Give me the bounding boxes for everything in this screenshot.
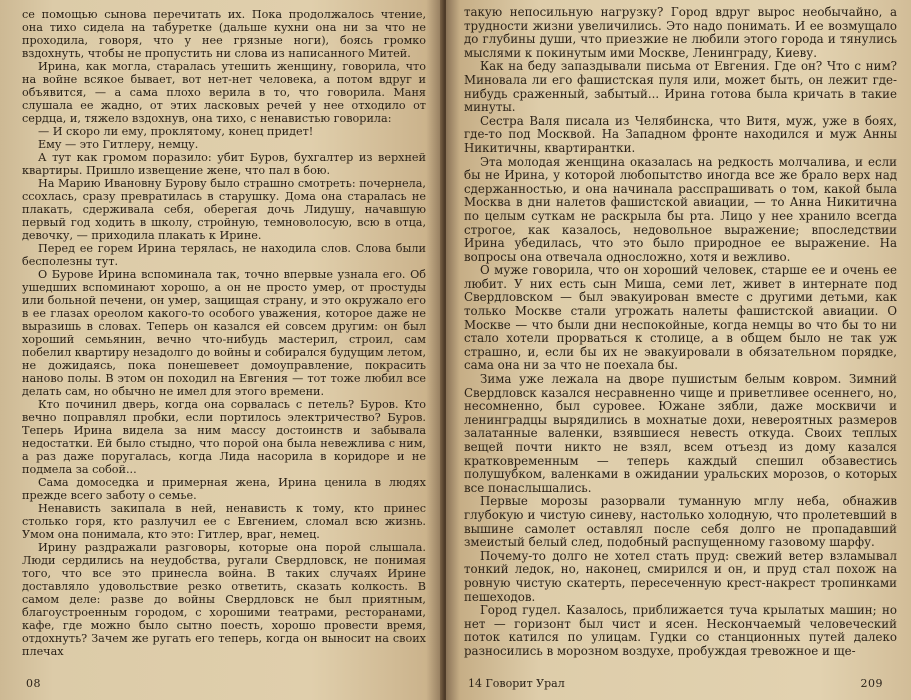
right-page [446, 0, 911, 700]
paragraph: Ему — это Гитлеру, немцу. [38, 138, 199, 151]
paragraph: се помощью сынова перечитать их. Пока продолжалось чтение, она тихо сидела на табуретке (дальше кухни она ни за что не проходила, говоря, что у нее грязные ноги), боясь громко вздохнуть, чтобы не пропустить ни слова из написанного Митей. [22, 8, 426, 60]
paragraph: — И скоро ли ему, проклятому, конец придет! [38, 125, 314, 138]
printer-signature: 14 Говорит Урал [468, 677, 565, 690]
paragraph: Ненависть закипала в ней, ненависть к тому, кто принес столько горя, кто разлучил ее с Евгением, сломал всю жизнь. Умом она понимала, кто это: Гитлер, враг, немец. [22, 502, 426, 541]
paragraph: Эта молодая женщина оказалась на редкость молчалива, и если бы не Ирина, у которой любопытство иногда все же брало верх над сдержанностью, и она начинала расспрашивать о том, какой была Москва в дни налетов фашистской авиации, — то Анна Никитична по целым суткам не раскрыла бы рта. Лицо у нее хранило всегда строгое, как казалось, недовольное выражение; впоследствии Ирина убедилась, что это было природное ее выражение. На вопросы она отвечала односложно, хотя и вежливо. [464, 154, 897, 264]
paragraph: О муже говорила, что он хороший человек, старше ее и очень ее любит. У них есть сын Миша, семи лет, живет в интернате под Свердловском — был эвакуирован вместе с другими детьми, как только Москве стали угрожать налеты фашистской авиации. О Москве — что были дни неспокойные, когда немцы во что бы то ни стало хотели прорваться к столице, а в общем было не так уж страшно, и, если бы их не эвакуировали в обязательном порядке, сама она ни за что не поехала бы. [464, 263, 897, 373]
page-number-right: 209 [860, 677, 883, 690]
left-page-text [22, 8, 426, 658]
paragraph: Сестра Валя писала из Челябинска, что Витя, муж, уже в боях, где-то под Москвой. На Западном фронте находился и муж Анны Никитичны, квартирантки. [464, 113, 897, 155]
paragraph: Зима уже лежала на дворе пушистым белым ковром. Зимний Свердловск казался несравненно чище и приветливее осеннего, но, несомненно, был суровее. Южане зябли, даже москвичи и ленинградцы вырядились в мохнатые дохи, невероятных размеров залатанные валенки, взявшиеся невесть откуда. Своих теплых вещей почти никто не взял, всем отъезд из дому казался кратковременным — теперь каждый спешил обзавестись полушубком, валенками в ожидании уральских морозов, о которых все понаслышались. [464, 372, 897, 495]
paragraph: Почему-то долго не хотел стать пруд: свежий ветер взламывал тонкий ледок, но, наконец, смирился и он, и пруд стал похож на ровную чистую скатерть, пересеченную крест-накрест тропинками пешеходов. [464, 548, 897, 604]
paragraph: Город гудел. Казалось, приближается туча крылатых машин; но нет — горизонт был чист и ясен. Нескончаемый человеческий поток катился по улицам. Гудки со станционных путей далеко разносились в морозном воздухе, пробуждая тревожное и ще- [464, 603, 897, 658]
paragraph: Ирину раздражали разговоры, которые она порой слышала. Люди сердились на неудобства, ругали Свердловск, не понимая того, что все это принесла война. В таких случаях Ирине доставляло удовольствие резко ответить, сказать колкость. В самом деле: разве до войны Свердловск не был приятным, благоустроенным городом, с хорошими театрами, ресторанами, кафе, где можно было сытно поесть, хорошо провести время, отдохнуть? Зачем же ругать его теперь, когда он выносит на своих плечах [22, 541, 426, 658]
paragraph: На Марию Ивановну Бурову было страшно смотреть: почернела, ссохлась, сразу превратилась в старушку. Дома она старалась не плакать, сдерживала себя, оберегая дочь Лидушу, начавшую первый год ходить в школу, стройную, темноволосую, всю в отца, девочку, — приходила плакать к Ирине. [22, 177, 426, 242]
paragraph: А тут как громом поразило: убит Буров, бухгалтер из верхней квартиры. Пришло извещение жене, что пал в бою. [22, 151, 426, 177]
paragraph: такую непосильную нагрузку? Город вдруг вырос необычайно, а трудности жизни увеличились. Это надо понимать. И ее возмущало до глубины души, что приезжие не любили этого города и тянулись мыслями к покинутым ими Москве, Ленинграду, Киеву. [464, 5, 897, 60]
paragraph: Первые морозы разорвали туманную мглу неба, обнажив глубокую и чистую синеву, настолько холодную, что пролетевший в вышине самолет оставлял после себя долго не пропадавший змеистый белый след, подобный распущенному газовому шарфу. [464, 494, 897, 550]
page-number-left: 08 [26, 677, 41, 690]
left-page [0, 0, 444, 700]
right-page-text [464, 6, 897, 659]
paragraph: Перед ее горем Ирина терялась, не находила слов. Слова были бесполезны тут. [22, 242, 426, 268]
paragraph: Ирина, как могла, старалась утешить женщину, говорила, что на войне всякое бывает, вот нет-нет человека, а потом вдруг и объявится, — а сама плохо верила в то, что говорила. Маня слушала ее жадно, от этих ласковых речей у нее отходило от сердца, и, тяжело вздохнув, она тихо, с ненавистью говорила: [22, 60, 426, 125]
paragraph: О Бурове Ирина вспоминала так, точно впервые узнала его. Об ушедших вспоминают хорошо, а он не просто умер, от простуды или больной печени, он умер, защищая страну, и это окружало его в ее глазах ореолом какого-то особого уважения, которое даже не выразишь в словах. Теперь он казался ей совсем другим: он был хороший семьянин, вечно что-нибудь мастерил, строил, сам побелил квартиру незадолго до войны и собирался будущим летом, не дожидаясь, пока понешевеет домоуправление, покрасить наново полы. В этом он походил на Евгения — тот тоже любил все делать сам, но обычно не имел для этого времени. [22, 268, 427, 398]
paragraph: Как на беду запаздывали письма от Евгения. Где он? Что с ним? Миновала ли его фашистская пуля или, может быть, он лежит где-нибудь сраженный, забытый... Ирина готова была кричать в такие минуты. [464, 59, 897, 115]
paragraph: Сама домоседка и примерная жена, Ирина ценила в людях прежде всего заботу о семье. [22, 476, 426, 502]
paragraph: Кто починил дверь, когда она сорвалась с петель? Буров. Кто вечно поправлял пробки, если портилось электричество? Буров. Теперь Ирина видела за ним массу достоинств и забывала недостатки. Ей было стыдно, что порой она была невежлива с ним, а раз даже поругалась, когда Лида насорила в коридоре и не подмела за собой... [22, 398, 426, 476]
